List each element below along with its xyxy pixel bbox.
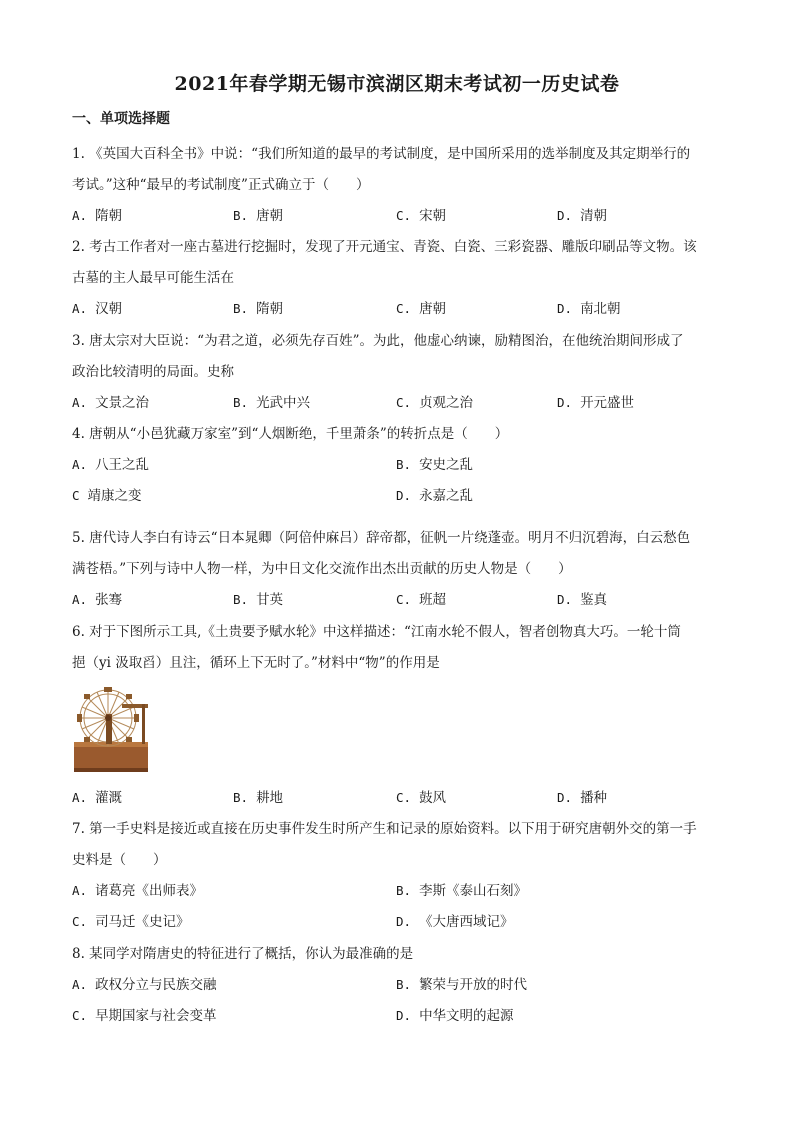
question-5-option-b[interactable]: B. 甘英: [233, 592, 284, 608]
question-3-option-c[interactable]: C. 贞观之治: [396, 395, 474, 411]
question-6-line-1: 6. 对于下图所示工具,《土贵要予赋水轮》中这样描述：“江南水轮不假人，智者创物真大巧。一轮十筒: [72, 624, 681, 640]
question-8-option-c[interactable]: C. 早期国家与社会变革: [72, 1008, 217, 1024]
question-3-option-a[interactable]: A. 文景之治: [72, 395, 150, 411]
question-6-option-c[interactable]: C. 鼓风: [396, 790, 447, 806]
question-2-option-c[interactable]: C. 唐朝: [396, 301, 447, 317]
question-7-option-d[interactable]: D. 《大唐西域记》: [396, 914, 514, 930]
question-1-line-2: 考试。”这种“最早的考试制度”正式确立于（ ）: [72, 177, 370, 193]
question-5-option-d[interactable]: D. 鉴真: [557, 592, 608, 608]
question-2-option-a[interactable]: A. 汉朝: [72, 301, 123, 317]
question-7-option-b[interactable]: B. 李斯《泰山石刻》: [396, 883, 528, 899]
question-8-option-a[interactable]: A. 政权分立与民族交融: [72, 977, 217, 993]
question-1-option-d[interactable]: D. 清朝: [557, 208, 608, 224]
question-3-line-2: 政治比较清明的局面。史称: [72, 364, 234, 380]
question-4-option-a[interactable]: A. 八王之乱: [72, 457, 150, 473]
question-2-line-1: 2. 考古工作者对一座古墓进行挖掘时，发现了开元通宝、青瓷、白瓷、三彩瓷器、雕版印刷品等文物。该: [72, 239, 697, 255]
question-7-option-a[interactable]: A. 诸葛亮《出师表》: [72, 883, 204, 899]
question-6-option-b[interactable]: B. 耕地: [233, 790, 284, 806]
question-5-option-a[interactable]: A. 张骞: [72, 592, 123, 608]
question-1-line-1: 1. 《英国大百科全书》中说：“我们所知道的最早的考试制度，是中国所采用的选举制度及其定期举行的: [72, 146, 691, 162]
question-5-line-2: 满苍梧。”下列与诗中人物一样，为中日文化交流作出杰出贡献的历史人物是（ ）: [72, 561, 572, 577]
question-2-option-b[interactable]: B. 隋朝: [233, 301, 284, 317]
water-wheel-image: [72, 684, 150, 774]
question-2-option-d[interactable]: D. 南北朝: [557, 301, 621, 317]
question-2-line-2: 古墓的主人最早可能生活在: [72, 270, 234, 286]
question-1-option-b[interactable]: B. 唐朝: [233, 208, 284, 224]
question-3-option-d[interactable]: D. 开元盛世: [557, 395, 635, 411]
question-3-line-1: 3. 唐太宗对大臣说：“为君之道，必须先存百姓”。为此，他虚心纳谏，励精图治，在他统治期间形成了: [72, 333, 684, 349]
question-7-line-2: 史料是（ ）: [72, 852, 167, 868]
question-6-option-d[interactable]: D. 播种: [557, 790, 608, 806]
question-8-line-1: 8. 某同学对隋唐史的特征进行了概括，你认为最准确的是: [72, 946, 414, 962]
question-4-option-c[interactable]: C 靖康之变: [72, 488, 142, 504]
question-4-option-b[interactable]: B. 安史之乱: [396, 457, 474, 473]
question-6-line-2: 挹（yi 汲取舀）且注，循环上下无时了。”材料中“物”的作用是: [72, 655, 440, 671]
page-title: 2021年春学期无锡市滨湖区期末考试初一历史试卷: [174, 73, 620, 95]
question-6-option-a[interactable]: A. 灌溉: [72, 790, 123, 806]
question-5-option-c[interactable]: C. 班超: [396, 592, 447, 608]
question-7-line-1: 7. 第一手史料是接近或直接在历史事件发生时所产生和记录的原始资料。以下用于研究唐朝外交的第一手: [72, 821, 697, 837]
question-1-option-a[interactable]: A. 隋朝: [72, 208, 123, 224]
question-4-line-1: 4. 唐朝从“小邑犹藏万家室”到“人烟断绝，千里萧条”的转折点是（ ）: [72, 426, 509, 442]
question-8-option-d[interactable]: D. 中华文明的起源: [396, 1008, 514, 1024]
question-3-option-b[interactable]: B. 光武中兴: [233, 395, 311, 411]
question-8-option-b[interactable]: B. 繁荣与开放的时代: [396, 977, 528, 993]
question-1-option-c[interactable]: C. 宋朝: [396, 208, 447, 224]
section-heading: 一、单项选择题: [72, 111, 170, 127]
question-4-option-d[interactable]: D. 永嘉之乱: [396, 488, 474, 504]
question-5-line-1: 5. 唐代诗人李白有诗云“日本晁卿（阿倍仲麻吕）辞帝都，征帆一片绕蓬壶。明月不归沉碧海，白云愁色: [72, 530, 691, 546]
question-7-option-c[interactable]: C. 司马迁《史记》: [72, 914, 190, 930]
